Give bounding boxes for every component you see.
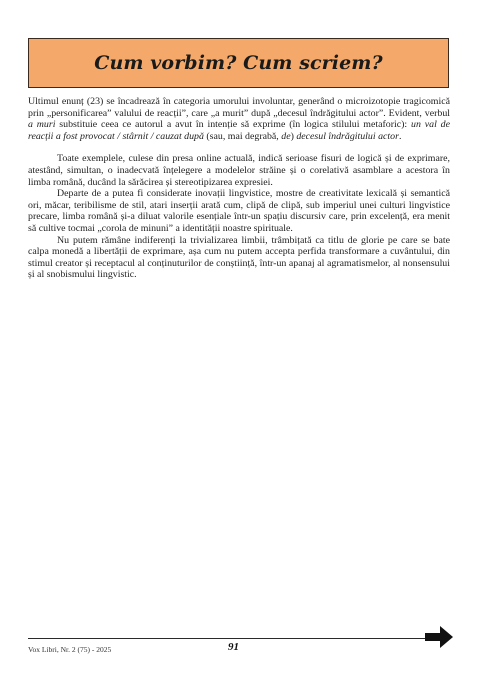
footer-rule [28, 638, 428, 639]
title-banner [28, 38, 449, 88]
italic-run: a muri [28, 119, 56, 131]
italic-run: un val de reacții a fost provocat / stârnit / cauzat după [28, 119, 450, 142]
page-title: Cum vorbim? Cum scriem? [94, 52, 383, 74]
text-run: (sau, mai degrabă, [203, 130, 282, 142]
text-run: ) [290, 130, 297, 142]
page-number: 91 [228, 641, 239, 653]
arrow-right-icon[interactable] [425, 624, 453, 650]
text-run: substituie ceea ce autorul a avut în intenție să exprime (în logica stilului metaforic): [55, 119, 412, 131]
article-body [28, 96, 450, 281]
paragraph-4: Nu putem rămâne indiferenți la trivializarea limbii, trâmbițată ca titlu de glorie pe care se bate calpa monedă a libertății de exprimare, așa cum nu putem accepta perfida transformare a cuvântului, din stimul creator și receptacul al conținuturilor de conștiință, într-un apanaj al agramatismelor, al nonsensului și al snobismului lingvistic. [28, 234, 450, 281]
journal-issue: Vox Libri, Nr. 2 (75) - 2025 [28, 645, 112, 654]
paragraph-2: Toate exemplele, culese din presa online actuală, indică serioase fisuri de logică și de exprimare, atestând, simultan, o inadecvată înțelegere a modelelor străine și o corelativă asamblare a acestora în limba română, ducând la sărăcirea și stereotipizarea expresiei. [28, 153, 450, 188]
italic-run: de [281, 130, 291, 142]
text-run: Ultimul enunț (23) se încadrează în categoria umorului involuntar, generând o microizotopie tragicomică prin „personificarea” valului de reacții”, care „a murit” după „decesul îndrăgitului actor”. Evident, verbul [28, 96, 450, 119]
italic-run: decesul îndrăgitului actor [296, 130, 399, 142]
text-run: . [398, 130, 402, 142]
paragraph-1 [28, 96, 450, 142]
paragraph-3: Departe de a putea fi considerate inovații lingvistice, mostre de creativitate lexicală și semantică ori, măcar, teribilisme de stil, atari inserții arată cum, clipă de clipă, sub imperiul unei culturi lingvistice precare, limba română și-a diluat valorile esențiale într-un spațiu discursiv care, prin excelență, era menit să cultive tocmai „corola de minuni” a identității noastre spirituale. [28, 188, 450, 234]
paragraph-gap [28, 142, 450, 153]
